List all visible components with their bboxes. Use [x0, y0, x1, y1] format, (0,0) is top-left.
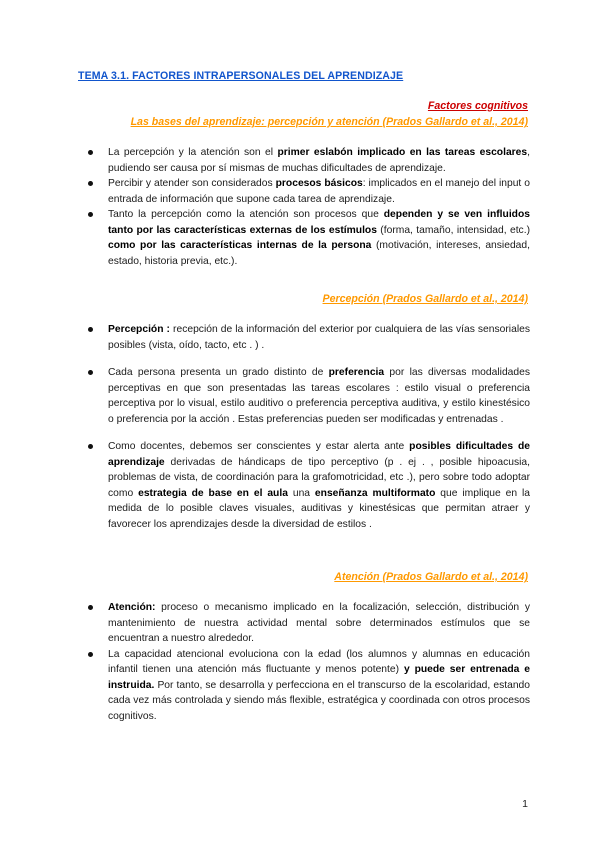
section-percepcion-list: [86, 322, 530, 532]
list-item: Como docentes, debemos ser conscientes y estar alerta ante posibles dificultades de aprendizaje derivadas de hándicaps de tipo perceptivo (p . ej . , posible hipoacusia, problemas de vista, de coordinación para la grafomotricidad, etc .), pero sobre todo adoptar como estrategia de base en el aula una enseñanza multiformato que implique en la medida de lo posible claves visuales, auditivas y kinestésicas que permitan atraer y favorecer los aprendizajes desde la diversidad de estilos .: [86, 439, 530, 532]
section-atencion-list: [86, 600, 530, 724]
bullet-icon: [88, 652, 93, 657]
heading-bases-aprendizaje: Las bases del aprendizaje: percepción y atención (Prados Gallardo et al., 2014): [130, 116, 528, 128]
bullet-icon: [88, 327, 93, 332]
list-item: Atención: proceso o mecanismo implicado en la focalización, selección, distribución y mantenimiento de nuestra actividad mental sobre determinados estímulos que se encuentran a nuestro alrededor.: [86, 600, 530, 647]
heading-atencion: Atención (Prados Gallardo et al., 2014): [334, 571, 528, 583]
bullet-icon: [88, 212, 93, 217]
bullet-icon: [88, 150, 93, 155]
heading-percepcion: Percepción (Prados Gallardo et al., 2014): [322, 293, 528, 305]
list-item: La capacidad atencional evoluciona con la edad (los alumnos y alumnas en educación infantil tienen una atención más fluctuante y menos potente) y puede ser entrenada e instruida. Por tanto, se desarrolla y perfecciona en el transcurso de la escolaridad, estando cada vez más controlada y siendo más flexible, estratégica y coordinada con otros procesos cognitivos.: [86, 647, 530, 725]
list-item: Percepción : recepción de la información del exterior por cualquiera de las vías sensoriales posibles (vista, oído, tacto, etc . ) .: [86, 322, 530, 353]
list-item: Percibir y atender son considerados procesos básicos: implicados en el manejo del input o entrada de información que supone cada tarea de aprendizaje.: [86, 176, 530, 207]
bullet-icon: [88, 605, 93, 610]
list-item: Tanto la percepción como la atención son procesos que dependen y se ven influidos tanto por las características externas de los estímulos (forma, tamaño, intensidad, etc.) como por las características internas de la persona (motivación, intereses, ansiedad, estado, historia previa, etc.).: [86, 207, 530, 269]
heading-factores-cognitivos: Factores cognitivos: [427, 100, 528, 112]
bullet-icon: [88, 444, 93, 449]
list-item: La percepción y la atención son el primer eslabón implicado en las tareas escolares, pudiendo ser causa por sí mismas de muchas dificultades de aprendizaje.: [86, 145, 530, 176]
bullet-icon: [88, 181, 93, 186]
document-title: TEMA 3.1. FACTORES INTRAPERSONALES DEL APRENDIZAJE: [78, 70, 404, 82]
page-number: 1: [522, 798, 528, 810]
bullet-icon: [88, 370, 93, 375]
list-item: Cada persona presenta un grado distinto de preferencia por las diversas modalidades perceptivas en que son presentadas las tareas escolares : estilo visual o preferencia perceptiva por lo visual, estilo auditivo o preferencia perceptiva auditiva, y estilo kinestésico o preferencia por la acción . Estas preferencias pueden ser modificadas y entrenadas .: [86, 365, 530, 427]
section-bases-list: [86, 145, 530, 269]
